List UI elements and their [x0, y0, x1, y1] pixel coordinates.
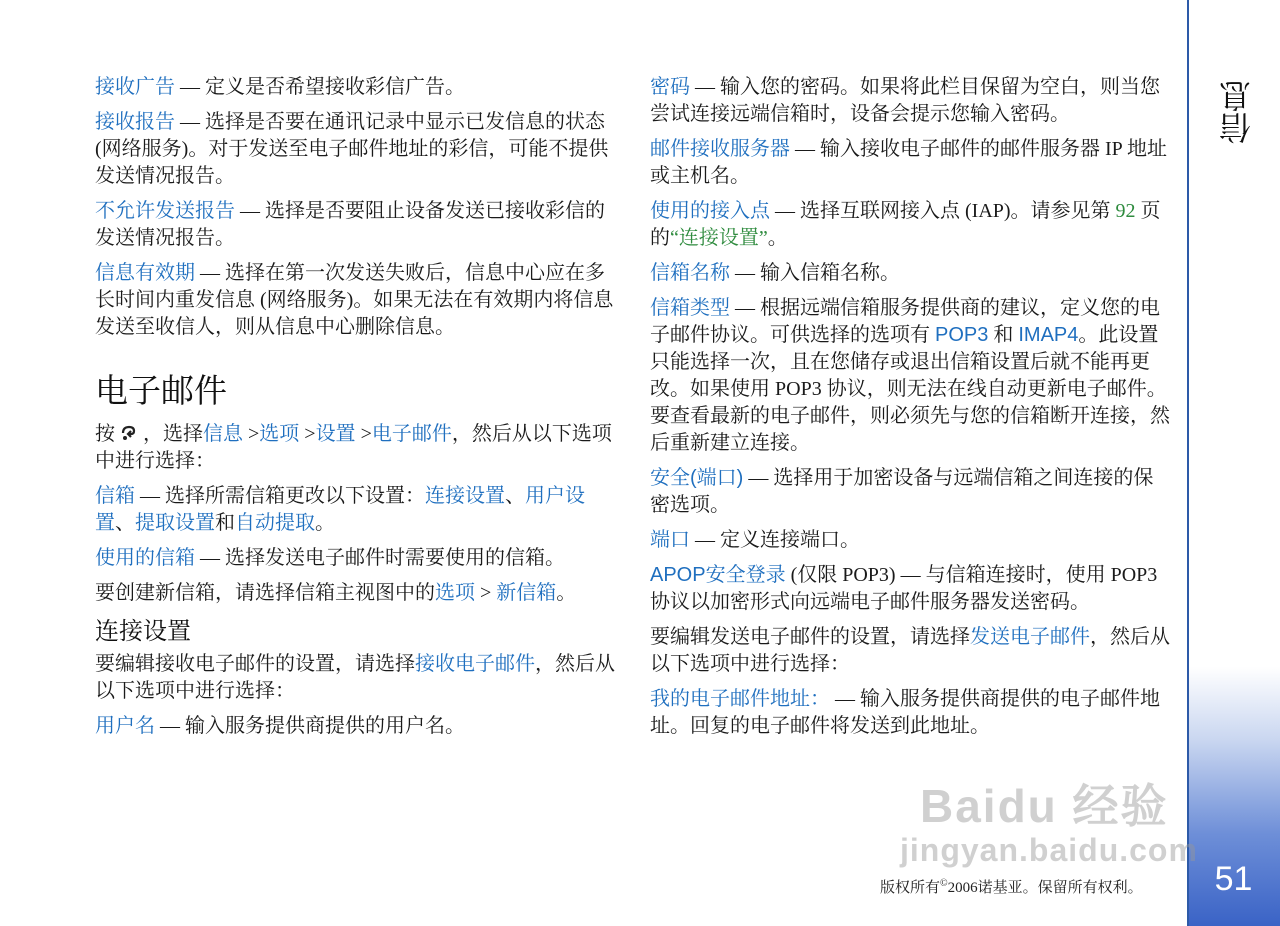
- mailbox-item: [95, 483, 620, 537]
- option-and: 和: [988, 324, 1019, 346]
- watermark-logo: Baidu 经验: [920, 780, 1169, 832]
- sep-a: 、: [505, 485, 525, 507]
- create-mailbox-para: [95, 580, 620, 607]
- connection-settings-heading: 连接设置: [95, 618, 191, 645]
- select-text: ，选择: [143, 423, 203, 445]
- mailbox-name-item: [650, 260, 1170, 287]
- deny-report-desc: — 选择是否要阻止设备发送已接收彩信的发送情况报告。: [95, 200, 605, 249]
- path-messaging: 信息: [203, 423, 243, 445]
- mailbox-type-item: [650, 295, 1170, 457]
- incoming-server-term: 邮件接收服务器: [650, 138, 790, 160]
- my-email-item: [650, 686, 1170, 740]
- mailbox-type-rest: 。此设置只能选择一次，且在您储存或退出信箱设置后就不能再更改。如果使用 POP3 协议，则无法在线自动更新电子邮件。要查看最新的电子邮件，则必须先与您的信箱断开连接，然后重新建立连接。: [650, 324, 1170, 454]
- path-sep-2: >: [299, 423, 316, 445]
- security-desc: — 选择用于加密设备与远端信箱之间连接的保密选项。: [650, 467, 1154, 516]
- incoming-email-para: [95, 651, 620, 705]
- receive-ads-item: [95, 74, 620, 101]
- receive-report-desc: — 选择是否要在通讯记录中显示已发信息的状态 (网络服务)。对于发送至电子邮件地址的彩信，可能不提供发送情况报告。: [95, 111, 609, 187]
- apop-term: APOP安全登录: [650, 564, 786, 586]
- mailbox-name-desc: — 输入信箱名称。: [730, 262, 900, 284]
- access-point-desc: — 选择互联网接入点 (IAP)。请参见第: [770, 200, 1116, 222]
- validity-item: [95, 260, 620, 341]
- menu-key-icon: [119, 423, 139, 443]
- path-sep-3: >: [355, 423, 372, 445]
- deny-report-item: [95, 198, 620, 252]
- security-term: 安全(端口): [650, 467, 744, 489]
- security-item: [650, 465, 1170, 519]
- path-options: 选项: [259, 423, 300, 445]
- outgoing-email-tail: ，然后从以下选项中进行选择：: [650, 626, 1170, 675]
- chapter-title: 信息: [1218, 80, 1256, 144]
- path-settings: 设置: [315, 423, 356, 445]
- access-point-item: [650, 198, 1170, 252]
- incoming-server-desc: — 输入接收电子邮件的邮件服务器 IP 地址或主机名。: [650, 138, 1168, 187]
- apop-item: [650, 562, 1170, 616]
- username-desc: — 输入服务提供商提供的用户名。: [155, 715, 465, 737]
- link-user-settings: 用户设置: [95, 485, 585, 534]
- link-retrieval-settings: 提取设置: [135, 512, 215, 534]
- copyright-text-a: 版权所有: [880, 880, 941, 896]
- page-number: 51: [1214, 860, 1253, 898]
- sep-c: 和: [215, 512, 235, 534]
- my-email-term: 我的电子邮件地址：: [650, 688, 830, 710]
- path-sep-4: >: [475, 582, 497, 604]
- incoming-email-text: 要编辑接收电子邮件的设置，请选择: [95, 653, 415, 675]
- right-column: [650, 74, 1170, 748]
- my-email-desc: — 输入服务提供商提供的电子邮件地址。回复的电子邮件将发送到此地址。: [650, 688, 1160, 737]
- sep-b: 、: [115, 512, 135, 534]
- receive-ads-term: 接收广告: [95, 76, 175, 98]
- create-mailbox-text: 要创建新信箱，请选择信箱主视图中的: [95, 582, 435, 604]
- username-item: [95, 713, 620, 740]
- access-point-end: 。: [767, 227, 788, 249]
- password-term: 密码: [650, 76, 690, 98]
- nav-tail: ，然后从以下选项中进行选择：: [95, 423, 612, 472]
- copyright-text-b: 2006诺基亚。保留所有权利。: [947, 880, 1143, 896]
- create-mailbox-end: 。: [556, 582, 577, 604]
- path-new-mailbox: 新信箱: [496, 582, 557, 604]
- password-item: [650, 74, 1170, 128]
- validity-desc: — 选择在第一次发送失败后，信息中心应在多长时间内重发信息 (网络服务)。如果无法在有效期内将信息发送至收信人，则从信息中心删除信息。: [95, 262, 614, 338]
- password-desc: — 输入您的密码。如果将此栏目保留为空白，则当您尝试连接远端信箱时，设备会提示您输入密码。: [650, 76, 1160, 125]
- deny-report-term: 不允许发送报告: [95, 200, 235, 222]
- watermark-url: jingyan.baidu.com: [900, 832, 1198, 868]
- path-email: 电子邮件: [371, 423, 452, 445]
- access-point-term: 使用的接入点: [650, 200, 770, 222]
- mailbox-type-term: 信箱类型: [650, 297, 730, 319]
- incoming-server-item: [650, 136, 1170, 190]
- mailbox-desc: — 选择所需信箱更改以下设置：: [135, 485, 425, 507]
- copyright-mark: ©: [940, 878, 948, 889]
- link-auto-retrieval: 自动提取: [235, 512, 315, 534]
- port-term: 端口: [650, 529, 690, 551]
- page-ref-text: 页的: [650, 200, 1161, 249]
- cross-ref-connection-settings: “连接设置”: [670, 227, 768, 249]
- mailbox-name-term: 信箱名称: [650, 262, 730, 284]
- incoming-email-tail: ，然后从以下选项中进行选择：: [95, 653, 615, 702]
- validity-term: 信息有效期: [95, 262, 195, 284]
- path-sep-1: >: [243, 423, 260, 445]
- outgoing-email-para: [650, 624, 1170, 678]
- apop-desc: (仅限 POP3) — 与信箱连接时，使用 POP3 协议以加密形式向远端电子邮件服务器发送密码。: [650, 564, 1158, 613]
- mailbox-type-desc: — 根据远端信箱服务提供商的建议，定义您的电子邮件协议。可供选择的选项有: [650, 297, 1160, 346]
- mailbox-in-use-item: [95, 545, 620, 572]
- receive-report-term: 接收报告: [95, 111, 175, 133]
- path-options-2: 选项: [435, 582, 475, 604]
- path-incoming-email: 接收电子邮件: [415, 653, 535, 675]
- path-outgoing-email: 发送电子邮件: [970, 626, 1090, 648]
- sep-d: 。: [315, 512, 335, 534]
- press-text: 按: [95, 423, 115, 445]
- option-imap4: IMAP4: [1018, 324, 1079, 346]
- copyright-notice: [880, 876, 1143, 897]
- outgoing-email-text: 要编辑发送电子邮件的设置，请选择: [650, 626, 970, 648]
- link-connection-settings: 连接设置: [425, 485, 505, 507]
- page-ref-number: 92: [1115, 200, 1136, 222]
- mailbox-term: 信箱: [95, 485, 135, 507]
- email-nav-instructions: [95, 421, 620, 475]
- username-term: 用户名: [95, 715, 155, 737]
- mailbox-in-use-term: 使用的信箱: [95, 547, 195, 569]
- left-column: [95, 74, 620, 748]
- option-pop3: POP3: [935, 324, 989, 346]
- email-heading: 电子邮件: [95, 372, 227, 409]
- watermark: [880, 770, 1200, 880]
- receive-report-item: [95, 109, 620, 190]
- mailbox-in-use-desc: — 选择发送电子邮件时需要使用的信箱。: [195, 547, 565, 569]
- receive-ads-desc: — 定义是否希望接收彩信广告。: [175, 76, 465, 98]
- port-desc: — 定义连接端口。: [690, 529, 860, 551]
- port-item: [650, 527, 1170, 554]
